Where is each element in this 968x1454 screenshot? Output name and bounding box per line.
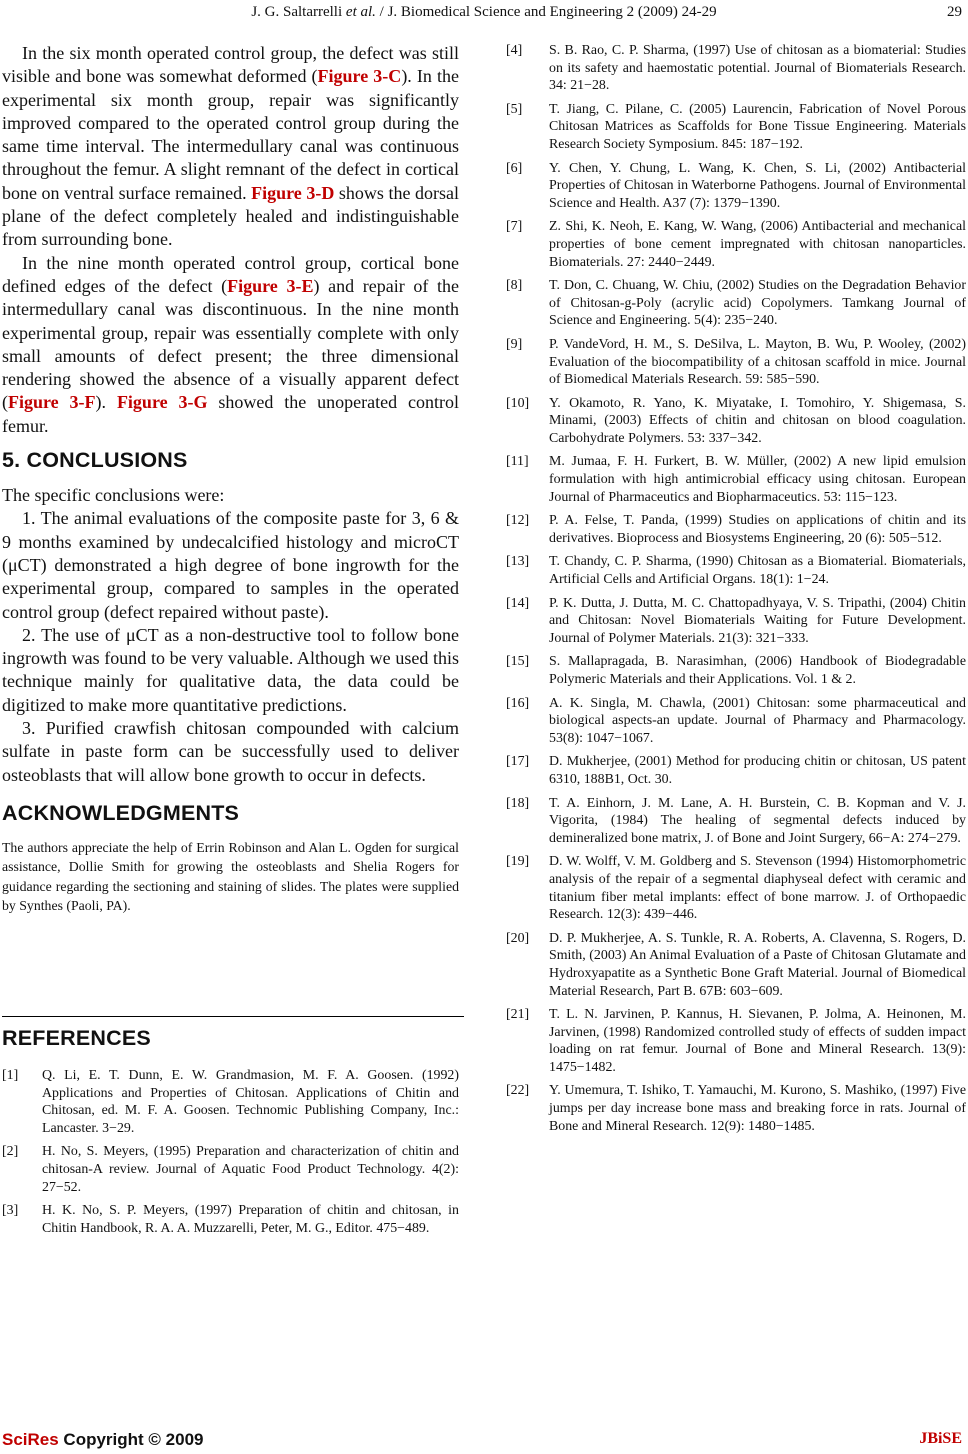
reference-text: Y. Okamoto, R. Yano, K. Miyatake, I. Tomohiro, Y. Shigemasa, S. Minami, (2003) Effects of chitin and chitosan on blood coagulation. Carbohydrate Polymers. 53: 337−342. [549,395,966,446]
reference-number: [14] [506,595,530,611]
reference-text: Z. Shi, K. Neoh, E. Kang, W. Wang, (2006) Antibacterial and mechanical properties of bone cement impregnated with chitosan nanoparticles. Biomaterials. 27: 2440−2449. [549,219,966,270]
reference-text: Y. Chen, Y. Chung, L. Wang, K. Chen, S. Li, (2002) Antibacterial Properties of Chitosan in Waterborne Pathogens. Journal of Environmental Science and Health. A37 (7): 1379−1390. [549,160,966,211]
conclusion-2: 2. The use of μCT as a non-destructive tool to follow bone ingrowth was found to be very valuable. Although we used this technique mainly for qualitative data, the data could be digitized to make more quantitative predictions. [2,624,459,715]
figure-link-3c[interactable]: Figure 3-C [317,66,402,87]
reference-text: T. A. Einhorn, J. M. Lane, A. H. Burstein, C. B. Kopman and V. J. Vigorita, (1984) The healing of segmental defects induced by demineralized bone matrix, J. of Bone and Joint Surgery, 66−A: 274−279. [549,795,966,846]
reference-item [506,218,966,271]
figure-link-3f[interactable]: Figure 3-F [8,392,96,413]
reference-item [506,553,966,588]
reference-number: [15] [506,654,530,670]
references-left [2,1026,459,1243]
reference-item [506,101,966,154]
conclusion-3: 3. Purified crawfish chitosan compounded with calcium sulfate in paste form can be successfully used to deliver osteoblasts that will allow bone growth to occur in defects. [2,718,459,785]
reference-text: D. P. Mukherjee, A. S. Tunkle, R. A. Roberts, A. Clavenna, S. Rogers, D. Smith, (2003) An Animal Evaluation of a Paste of Chitosan Glutamate and Hydroxyapatite as a Synthetic Bone Graft Material. Journal of Biomedical Material Research, Part B. 67B: 603−609. [549,930,966,999]
reference-item [2,1143,459,1196]
reference-number: [6] [506,160,523,176]
reference-text: M. Jumaa, F. H. Furkert, B. W. Müller, (2002) A new lipid emulsion formulation with high antimicrobial efficacy using chitosan. European Journal of Pharmaceutics and Biopharmaceutics. 53: 115−123. [549,454,966,505]
reference-item [506,512,966,547]
figure-link-3d[interactable]: Figure 3-D [251,182,335,203]
reference-item [506,930,966,1000]
paragraph-nine-month: In the nine month operated control group, cortical bone defined edges of the defect (Figure 3-E) and repair of the intermedullary canal was discontinuous. In the nine month experimental group, repair was essentially complete with only small amounts of defect present; the three dimensional rendering showed the absence of a visually apparent defect (Figure 3-F). Figure 3-G showed the unoperated control femur. [2,252,460,436]
reference-number: [4] [506,43,523,58]
reference-number: [13] [506,554,530,570]
running-title: J. G. Saltarrelli et al. / J. Biomedical Science and Engineering 2 (2009) 24-29 [251,4,717,20]
reference-number: [21] [506,1007,530,1023]
reference-number: [20] [506,930,530,946]
reference-text: T. Chandy, C. P. Sharma, (1990) Chitosan as a Biomaterial. Biomaterials, Artificial Cells and Artificial Organs. 18(1): 1−24. [549,554,966,588]
reference-item [506,42,966,95]
reference-text: D. W. Wolff, V. M. Goldberg and S. Stevenson (1994) Histomorphometric analysis of the repair of a segmental diaphyseal defect with ceramic and titanium fiber metal implants: effect of bone marrow. J. of Orthopaedic Research. 12(3): 439−446. [549,854,966,923]
paragraph-six-month: In the six month operated control group, the defect was still visible and bone was somewhat deformed (Figure 3-C). In the experimental six month group, repair was significantly improved compared to the operated control group during the same time interval. The intermedullary canal was continuous throughout the femur. A slight remnant of the defect in cortical bone on ventral surface remained. Figure 3-D shows the dorsal plane of the defect completely healed and indistinguishable from surrounding bone. [2,43,459,250]
reference-number: [11] [506,454,529,470]
acknowledgments-text: The authors appreciate the help of Errin Robinson and Alan L. Ogden for surgical assistance, Dollie Smith for growing the osteoblasts and Shelia Rogers for guidance regarding the sectioning and staining of slides. The plates were supplied by Synthes (Paoli, PA). [2,839,459,914]
reference-text: S. B. Rao, C. P. Sharma, (1997) Use of chitosan as a biomaterial: Studies on its safety and haemostatic potential. Journal of Biomaterials Research. 34: 21−28. [549,43,966,94]
reference-item [506,795,966,848]
reference-number: [22] [506,1083,530,1099]
reference-item [506,453,966,506]
reference-number: [12] [506,513,530,529]
references-heading: REFERENCES [2,1026,151,1050]
reference-text: P. VandeVord, H. M., S. DeSilva, L. Mayton, B. Wu, P. Wooley, (2002) Evaluation of the biocompatibility of a chitosan scaffold in mice. Journal of Biomedical Materials Research. 59: 585−590. [549,336,966,388]
reference-text: Y. Umemura, T. Ishiko, T. Yamauchi, M. Kurono, S. Mashiko, (1997) Five jumps per day increase bone mass and breaking force in rats. Journal of Bone and Mineral Research. 12(9): 1480−1485. [549,1083,966,1134]
reference-number: [19] [506,854,530,870]
reference-list-right [506,42,966,1135]
page-footer [0,1430,968,1452]
journal-abbrev: JBiSE [919,1430,962,1447]
section-divider [2,1016,464,1017]
reference-number: [5] [506,101,523,117]
reference-item [506,653,966,688]
reference-text: H. K. No, S. P. Meyers, (1997) Preparation of chitin and chitosan, in Chitin Handbook, R. A. A. Muzzarelli, Peter, M. G., Editor. 475−489. [42,1203,459,1236]
reference-item [506,853,966,923]
reference-item [506,336,966,389]
reference-text: T. L. N. Jarvinen, P. Kannus, H. Sievanen, P. Jolma, A. Heinonen, M. Jarvinen, (1998) Randomized controlled study of effects of sudden impact loading on rat femur. Journal of Bone and Mineral Research. 13(9): 1475−1482. [549,1007,966,1075]
reference-item [2,1202,459,1237]
reference-text: T. Jiang, C. Pilane, C. (2005) Laurencin, Fabrication of Novel Porous Chitosan Matrices as Scaffolds for Bone Tissue Engineering. Materials Research Society Symposium. 845: 187−192. [549,101,966,152]
reference-text: D. Mukherjee, (2001) Method for producing chitin or chitosan, US patent 6310, 188B1, Oct. 30. [549,754,966,787]
acknowledgments-heading: ACKNOWLEDGMENTS [2,800,240,825]
conclusions-intro: The specific conclusions were: [2,485,225,506]
reference-number: [7] [506,219,523,235]
publisher-brand: SciRes Copyright © 2009 [2,1430,204,1449]
reference-text: S. Mallapragada, B. Narasimhan, (2006) Handbook of Biodegradable Polymeric Materials and their Applications. Vol. 1 & 2. [549,654,966,687]
reference-number: [18] [506,795,530,811]
conclusions-heading: 5. CONCLUSIONS [2,448,188,473]
conclusion-1: 1. The animal evaluations of the composite paste for 3, 6 & 9 months examined by undecalcified histology and microCT (μCT) demonstrated a high degree of bone ingrowth for the experimental group, compared to samples in the operated control group (defect repaired without paste). [2,508,459,622]
reference-text: P. K. Dutta, J. Dutta, M. C. Chattopadhyaya, V. S. Tripathi, (2004) Chitin and Chitosan: Novel Biomaterials Waiting for Future Development. Journal of Polymer Materials. 21(3): 321−333. [549,595,966,646]
reference-number: [3] [2,1203,19,1219]
right-column [506,42,966,1141]
reference-item [2,1067,459,1137]
figure-link-3e[interactable]: Figure 3-E [227,275,314,296]
reference-number: [9] [506,336,523,352]
reference-text: Q. Li, E. T. Dunn, E. W. Grandmasion, M. F. A. Goosen. (1992) Applications and Properties of Chitosan. Applications of Chitin and Chitosan, ed. M. F. A. Goosen. Technomic Publishing Company, Inc.: Lancaster. 3−29. [42,1068,459,1136]
figure-link-3g[interactable]: Figure 3-G [116,392,208,413]
page-number: 29 [947,4,962,20]
reference-item [506,395,966,448]
reference-item [506,595,966,648]
reference-text: P. A. Felse, T. Panda, (1999) Studies on applications of chitin and its derivatives. Bioprocess and Biosystems Engineering, 20 (6): 505−512. [549,513,966,546]
reference-item [506,695,966,748]
left-column [2,42,459,916]
reference-number: [2] [2,1144,19,1160]
reference-item [506,277,966,330]
reference-text: H. No, S. Meyers, (1995) Preparation and characterization of chitin and chitosan-A review. Journal of Aquatic Food Product Technology. 4(2): 27−52. [42,1144,459,1195]
reference-number: [10] [506,395,530,411]
reference-text: A. K. Singla, M. Chawla, (2001) Chitosan: some pharmaceutical and biological aspects-an update. Journal of Pharmacy and Pharmacology. 53(8): 1047−1067. [549,695,966,746]
reference-number: [1] [2,1068,19,1083]
reference-number: [17] [506,754,530,770]
reference-item [506,160,966,213]
reference-text: T. Don, C. Chuang, W. Chiu, (2002) Studies on the Degradation Behavior of Chitosan-g-Poly (acrylic acid) Copolymers. Tamkang Journal of Science and Engineering. 5(4): 235−240. [549,278,966,329]
reference-item [506,1082,966,1135]
reference-item [506,753,966,788]
reference-number: [8] [506,278,523,294]
reference-list-left [2,1067,459,1237]
reference-number: [16] [506,695,530,711]
reference-item [506,1006,966,1076]
